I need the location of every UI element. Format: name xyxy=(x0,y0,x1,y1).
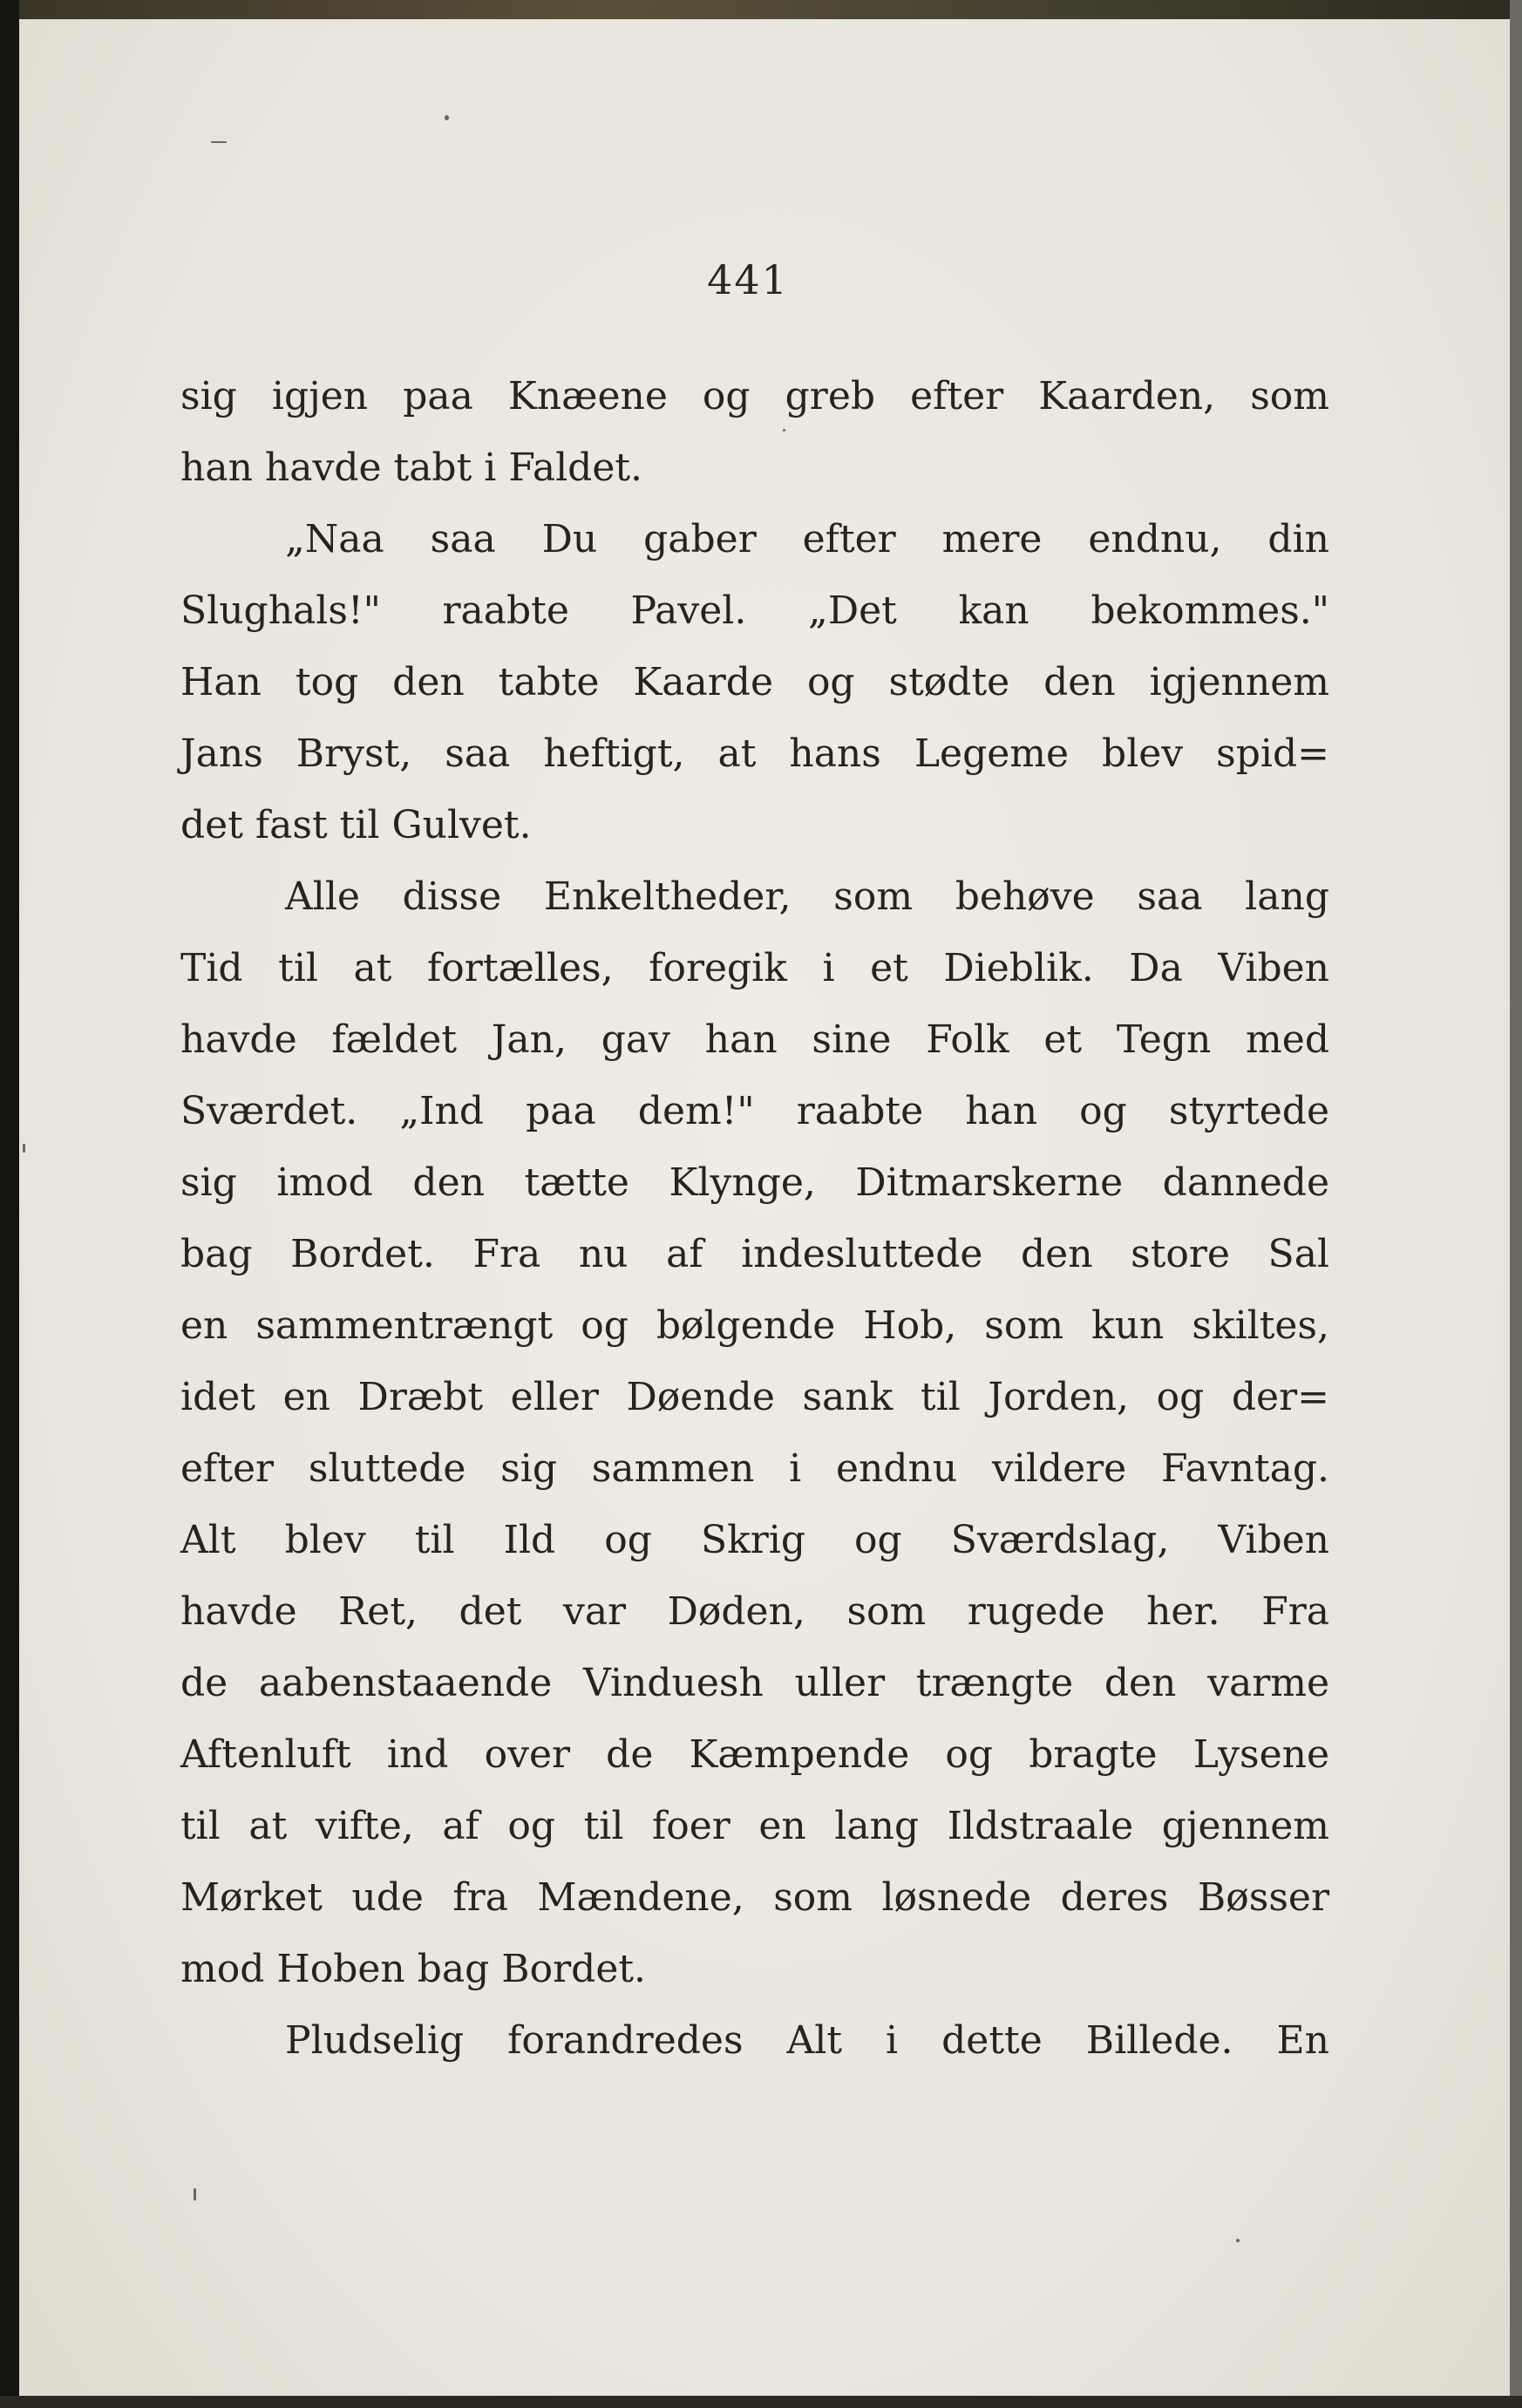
book-bottom-edge xyxy=(0,2396,1522,2408)
text-line: efter sluttede sig sammen i endnu vildere Favntag. xyxy=(180,1446,1329,1491)
text-line: idet en Dræbt eller Døende sank til Jorden, og der= xyxy=(180,1375,1329,1419)
text-line: mod Hoben bag Bordet. xyxy=(180,1947,647,1991)
text-line: havde fældet Jan, gav han sine Folk et Tegn med xyxy=(180,1017,1329,1062)
text-line: Alt blev til Ild og Skrig og Sværdslag, Viben xyxy=(180,1518,1329,1562)
text-line: bag Bordet. Fra nu af indesluttede den store Sal xyxy=(180,1232,1329,1276)
text-line: „Naa saa Du gaber efter mere endnu, din xyxy=(285,517,1329,561)
book-right-edge xyxy=(1510,0,1522,2408)
text-line: Tid til at fortælles, foregik i et Dieblik. Da Viben xyxy=(180,946,1329,990)
text-line: det fast til Gulvet. xyxy=(180,803,532,847)
paper-speck xyxy=(211,141,227,143)
text-line: Han tog den tabte Kaarde og stødte den igjennem xyxy=(180,660,1329,704)
body-text xyxy=(180,361,1329,2077)
paper-speck xyxy=(445,115,449,120)
text-line: en sammentrængt og bølgende Hob, som kun skiltes, xyxy=(180,1303,1329,1348)
book-binding-edge xyxy=(0,0,19,2408)
text-line: Aftenluft ind over de Kæmpende og bragte Lysene xyxy=(180,1732,1329,1777)
text-line: Slughals!" raabte Pavel. „Det kan bekommes." xyxy=(180,588,1329,633)
text-line: havde Ret, det var Døden, som rugede her. Fra xyxy=(180,1589,1329,1634)
paper-speck xyxy=(1236,2239,1240,2242)
page-number: 441 xyxy=(707,256,789,303)
paper-speck xyxy=(194,2188,196,2201)
text-line: de aabenstaaende Vinduesh uller trængte den varme xyxy=(180,1661,1329,1705)
book-page xyxy=(19,19,1510,2396)
text-line: sig imod den tætte Klynge, Ditmarskerne dannede xyxy=(180,1160,1329,1205)
text-line: Alle disse Enkeltheder, som behøve saa lang xyxy=(285,874,1329,919)
text-line: han havde tabt i Faldet. xyxy=(180,446,643,490)
text-line: sig igjen paa Knæene og greb efter Kaarden, som xyxy=(180,374,1329,418)
text-line: Mørket ude fra Mændene, som løsnede deres Bøsser xyxy=(180,1875,1329,1920)
text-line: til at vifte, af og til foer en lang Ildstraale gjennem xyxy=(180,1804,1329,1848)
text-line: Sværdet. „Ind paa dem!" raabte han og styrtede xyxy=(180,1089,1329,1133)
text-line: Pludselig forandredes Alt i dette Billede. En xyxy=(285,2018,1329,2063)
text-line: Jans Bryst, saa heftigt, at hans Legeme blev spid= xyxy=(180,731,1329,776)
paper-speck xyxy=(23,1144,25,1153)
